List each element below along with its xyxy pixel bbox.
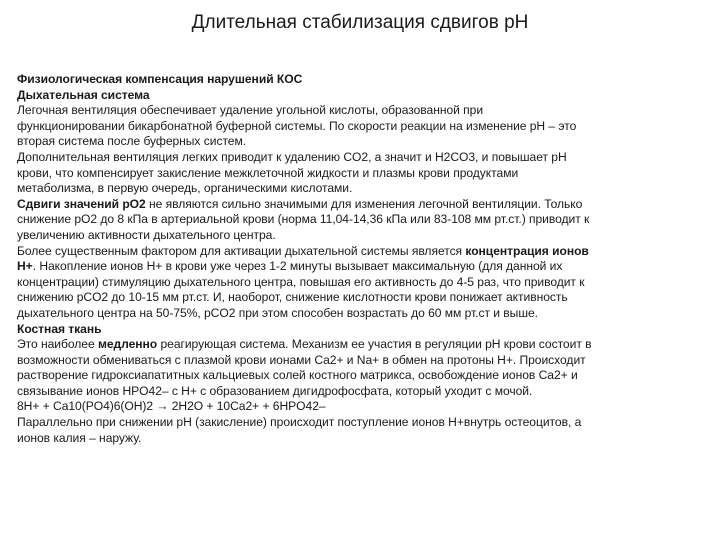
slide-title: Длительная стабилизация сдвигов pH (191, 12, 529, 33)
text-segment: . Накопление ионов H+ в крови уже через 1-2 минуты вызывает максимальную (для данной их (32, 259, 563, 274)
text-line (17, 415, 707, 431)
text-line (17, 384, 707, 400)
text-line (17, 399, 707, 415)
bold-text: Физиологическая компенсация нарушений КОС (17, 72, 303, 86)
text-line (17, 103, 707, 119)
text-line (17, 306, 707, 322)
text-line (17, 353, 707, 369)
text-segment: ионов калия – наружу. (17, 430, 142, 445)
text-segment: увеличению активности дыхательного центра. (17, 227, 276, 242)
text-segment: снижение pO2 до 8 кПа в артериальной крови (норма 11,04-14,36 кПа или 83-108 мм рт.ст.) приводит к (17, 212, 590, 227)
text-segment: Более существенным фактором для активации дыхательной системы является (17, 243, 466, 258)
bold-text: Костная ткань (17, 321, 102, 336)
text-segment: не являются сильно значимыми для изменения легочной вентиляции. Только (145, 196, 583, 211)
text-line (17, 275, 707, 291)
bold-text: медленно (97, 337, 158, 352)
text-segment: снижению pCO2 до 10-15 мм рт.ст. И, наоборот, снижение кислотности крови понижает активность (17, 290, 568, 305)
text-segment: Это наиболее (17, 337, 98, 352)
text-segment: реагирующая система. Механизм ее участия в регуляции pH крови состоит в (157, 337, 592, 352)
text-line (17, 166, 707, 182)
bold-text: H+ (17, 259, 33, 274)
text-line (17, 337, 707, 353)
text-line (17, 119, 707, 135)
text-segment: концентрации) стимуляцию дыхательного центра, повышая его активность до 4-5 раз, что приводит к (17, 274, 585, 289)
bold-text: Дыхательная система (17, 87, 150, 102)
text-line (17, 431, 707, 447)
text-line (17, 228, 707, 244)
bold-text: концентрация ионов (465, 243, 589, 258)
text-segment: дыхательного центра на 50-75%, pCO2 при этом способен возрастать до 60 мм рт.ст и выше. (17, 305, 538, 320)
text-line (17, 259, 707, 275)
text-line (17, 290, 707, 306)
text-line (17, 212, 707, 228)
text-line (17, 150, 707, 166)
text-segment: Легочная вентиляция обеспечивает удаление угольной кислоты, образованной при (17, 103, 484, 118)
text-segment: вторая система после буферных систем. (17, 134, 247, 149)
text-segment: 8H+ + Ca10(PO4)6(OH)2 → 2H2O + 10Ca2+ + 6HPO42– (17, 399, 326, 414)
text-segment: метаболизма, в первую очередь, органическими кислотами. (17, 181, 353, 196)
text-segment: крови, что компенсирует закисление межклеточной жидкости и плазмы крови продуктами (17, 165, 519, 180)
text-segment: растворение гидроксиапатитных кальциевых солей костного матрикса, освобождение ионов Ca2+ и (17, 368, 578, 383)
text-line (17, 197, 707, 213)
text-line (17, 181, 707, 197)
text-segment: возможности обмениваться с плазмой крови ионами Ca2+ и Na+ в обмен на протоны H+. Происходит (17, 352, 586, 367)
slide-body (17, 72, 707, 446)
text-segment: связывание ионов HPO42– с H+ с образованием дигидрофосфата, который уходит с мочой. (17, 383, 533, 398)
text-segment: Дополнительная вентиляция легких приводит к удалению CO2, а значит и H2CO3, и повышает pH (17, 149, 567, 164)
bold-text: Сдвиги значений pO2 (17, 196, 146, 211)
text-line (17, 244, 707, 260)
text-line (17, 368, 707, 384)
text-line (17, 322, 707, 338)
text-line (17, 88, 707, 104)
text-segment: Параллельно при снижении pH (закисление) происходит поступление ионов H+внутрь остеоцитов, а (17, 415, 582, 430)
text-line (17, 134, 707, 150)
text-segment: функционировании бикарбонатной буферной системы. По скорости реакции на изменение pH – это (17, 118, 577, 133)
text-line (17, 72, 707, 88)
